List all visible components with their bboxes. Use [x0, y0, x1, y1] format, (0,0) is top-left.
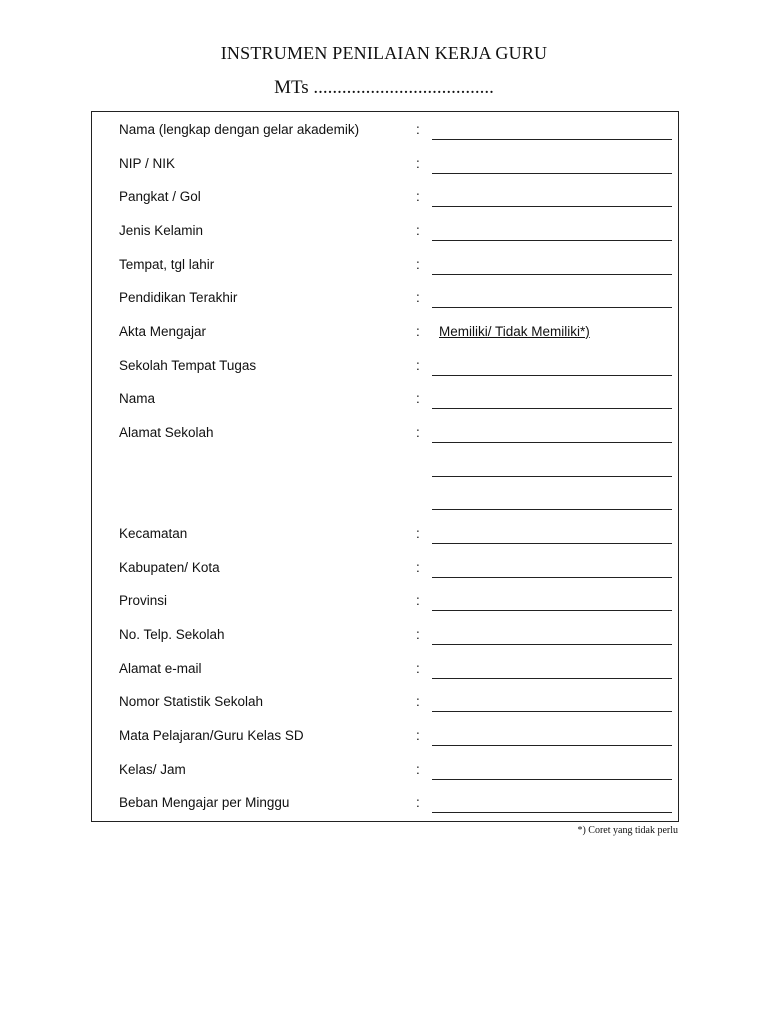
field-separator: : — [416, 694, 420, 709]
field-label: Akta Mengajar — [119, 324, 207, 339]
field-pendidikan-terakhir — [92, 288, 678, 312]
field-label: Nama — [119, 391, 156, 406]
field-label: Provinsi — [119, 593, 168, 608]
field-label: Tempat, tgl lahir — [119, 257, 215, 272]
field-nama-sekolah — [92, 389, 678, 413]
field-label: Jenis Kelamin — [119, 223, 204, 238]
field-separator: : — [416, 795, 420, 810]
field-label: Sekolah Tempat Tugas — [119, 358, 257, 373]
field-separator: : — [416, 728, 420, 743]
field-label: Nama (lengkap dengan gelar akademik) — [119, 122, 360, 137]
fill-line[interactable] — [432, 274, 672, 275]
fill-line[interactable] — [432, 240, 672, 241]
fill-line[interactable] — [432, 139, 672, 140]
fill-line[interactable] — [432, 711, 672, 712]
fill-line[interactable] — [432, 307, 672, 308]
field-label: Alamat Sekolah — [119, 425, 214, 440]
fill-line[interactable] — [432, 509, 672, 510]
field-label: Mata Pelajaran/Guru Kelas SD — [119, 728, 304, 743]
fill-line[interactable] — [432, 644, 672, 645]
field-akta-mengajar — [92, 322, 678, 346]
fill-line[interactable] — [432, 375, 672, 376]
field-provinsi — [92, 591, 678, 615]
field-alamat-sekolah-line-3 — [92, 490, 678, 514]
field-separator: : — [416, 627, 420, 642]
field-separator: : — [416, 257, 420, 272]
fill-line[interactable] — [432, 678, 672, 679]
field-separator: : — [416, 122, 420, 137]
field-alamat-email — [92, 659, 678, 683]
field-label: No. Telp. Sekolah — [119, 627, 225, 642]
fill-line[interactable] — [432, 610, 672, 611]
fill-line[interactable] — [432, 442, 672, 443]
field-separator: : — [416, 189, 420, 204]
fill-line[interactable] — [432, 408, 672, 409]
field-no-telp-sekolah — [92, 625, 678, 649]
field-kecamatan — [92, 524, 678, 548]
field-label: Kelas/ Jam — [119, 762, 186, 777]
field-kabupaten-kota — [92, 558, 678, 582]
field-separator: : — [416, 762, 420, 777]
document-title: INSTRUMEN PENILAIAN KERJA GURU — [220, 43, 548, 63]
field-kelas-jam — [92, 760, 678, 784]
field-pangkat-gol — [92, 187, 678, 211]
field-label: Beban Mengajar per Minggu — [119, 795, 290, 810]
field-alamat-sekolah-line-2 — [92, 457, 678, 481]
field-label: Kecamatan — [119, 526, 188, 541]
field-label: Pangkat / Gol — [119, 189, 201, 204]
teacher-info-form — [91, 111, 679, 822]
field-separator: : — [416, 358, 420, 373]
field-separator: : — [416, 661, 420, 676]
field-label: Kabupaten/ Kota — [119, 560, 220, 575]
field-label: Pendidikan Terakhir — [119, 290, 238, 305]
field-nomor-statistik-sekolah — [92, 692, 678, 716]
field-separator: : — [416, 391, 420, 406]
field-jenis-kelamin — [92, 221, 678, 245]
field-nip-nik — [92, 154, 678, 178]
field-label: Nomor Statistik Sekolah — [119, 694, 264, 709]
akta-mengajar-options[interactable]: Memiliki/ Tidak Memiliki*) — [439, 324, 590, 339]
field-separator: : — [416, 156, 420, 171]
field-beban-mengajar — [92, 793, 678, 817]
field-separator: : — [416, 593, 420, 608]
field-mata-pelajaran — [92, 726, 678, 750]
field-separator: : — [416, 290, 420, 305]
fill-line[interactable] — [432, 779, 672, 780]
footnote: *) Coret yang tidak perlu — [577, 825, 678, 836]
field-separator: : — [416, 223, 420, 238]
field-sekolah-tempat-tugas — [92, 356, 678, 380]
field-separator: : — [416, 425, 420, 440]
fill-line[interactable] — [432, 812, 672, 813]
school-name-line: MTs ...................................... — [274, 77, 494, 98]
field-separator: : — [416, 324, 420, 339]
field-separator: : — [416, 526, 420, 541]
field-separator: : — [416, 560, 420, 575]
fill-line[interactable] — [432, 577, 672, 578]
fill-line[interactable] — [432, 173, 672, 174]
fill-line[interactable] — [432, 745, 672, 746]
field-label: NIP / NIK — [119, 156, 176, 171]
field-alamat-sekolah — [92, 423, 678, 447]
field-tempat-tgl-lahir — [92, 255, 678, 279]
fill-line[interactable] — [432, 543, 672, 544]
fill-line[interactable] — [432, 476, 672, 477]
field-nama-lengkap — [92, 120, 678, 144]
fill-line[interactable] — [432, 206, 672, 207]
field-label: Alamat e-mail — [119, 661, 202, 676]
